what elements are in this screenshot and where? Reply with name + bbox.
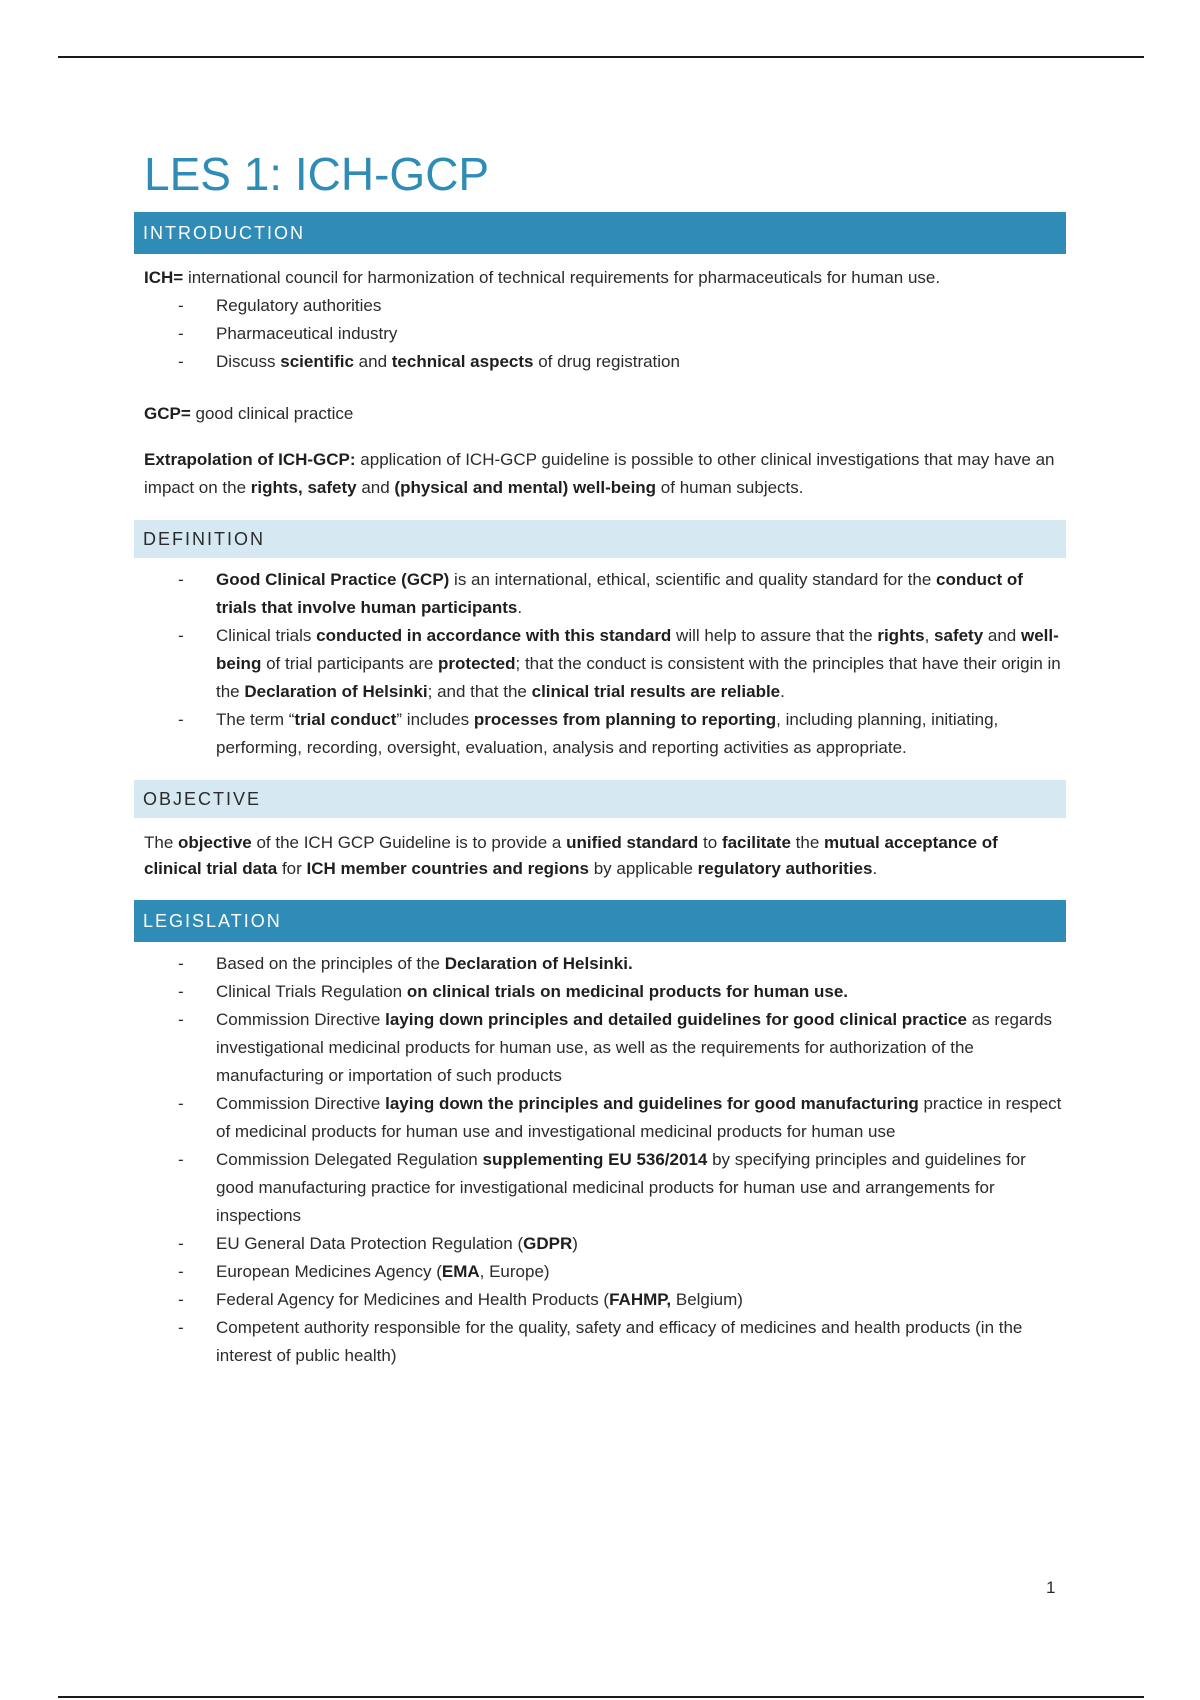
para-bold: mutual acceptance of clinical trial data [144,833,998,878]
item-text: Belgium) [671,1290,743,1309]
para-text: to [698,833,722,852]
item-text: Clinical trials [216,626,317,645]
item-text: is an international, ethical, scientific and quality standard for the [449,570,936,589]
item-text: Based on the principles of the [216,954,445,973]
item-text: , including planning, initiating, performing, recording, oversight, evaluation, analysis and reporting activities as appropriate. [216,710,999,757]
para-text: of human subjects. [656,478,804,497]
item-text: and [983,626,1021,645]
para-bold: rights, safety [250,478,357,497]
list-item [178,1314,1066,1370]
list-item [178,566,1066,622]
header-rule [58,56,1144,58]
item-bold: GDPR [523,1234,573,1253]
section-heading-objective: OBJECTIVE [134,780,1066,818]
para-bold: unified standard [566,833,699,852]
item-text: by specifying principles and guidelines for good manufacturing practice for investigational medicinal products for human use and arrangements for inspections [216,1150,1026,1225]
item-text: Commission Delegated Regulation [216,1150,483,1169]
section-heading-introduction: INTRODUCTION [134,212,1066,254]
document-page [134,140,1066,1370]
list-item [178,1146,1066,1230]
item-bold: Declaration of Helsinki [244,682,428,701]
para-text: . [872,859,878,878]
list-item [178,950,1066,978]
extrapolation-paragraph [144,446,1056,502]
ich-text: international council for harmonization of technical requirements for pharmaceuticals for human use. [183,268,941,287]
item-bold: trial conduct [294,710,397,729]
section-heading-definition: DEFINITION [134,520,1066,558]
item-text: Commission Directive [216,1010,386,1029]
item-text: practice in respect of medicinal products for human use and investigational medicinal products for human use [216,1094,1062,1141]
item-text: Competent authority responsible for the quality, safety and efficacy of medicines and health products (in the interest of public health) [216,1318,1023,1365]
item-text: ) [572,1234,578,1253]
item-bold: safety [934,626,984,645]
item-bold: rights [877,626,925,645]
list-item [178,1006,1066,1090]
item-text: as regards investigational medicinal products for human use, as well as the requirements for authorization of the manufacturing or importation of such products [216,1010,1053,1085]
list-item [178,622,1066,706]
item-text: Regulatory authorities [216,296,382,315]
para-text: for [277,859,307,878]
list-item [178,1258,1066,1286]
gcp-label: GCP= [144,404,191,423]
objective-paragraph [144,830,1056,882]
item-text: of trial participants are [261,654,439,673]
list-item [178,320,1066,348]
item-bold: technical aspects [391,352,534,371]
list-item [178,1090,1066,1146]
list-item [178,348,1066,376]
item-bold: well-being [216,626,1059,673]
item-bold: supplementing EU 536/2014 [482,1150,708,1169]
item-text: , Europe) [479,1262,550,1281]
item-bold: protected [438,654,516,673]
item-bold: processes from planning to reporting [473,710,777,729]
item-text: Federal Agency for Medicines and Health Products ( [216,1290,610,1309]
item-text: The term “ [216,710,295,729]
list-item [178,1286,1066,1314]
item-bold: clinical trial results are reliable [531,682,781,701]
list-item [178,706,1066,762]
para-bold: ICH member countries and regions [306,859,589,878]
page-title: LES 1: ICH-GCP [144,148,490,200]
item-text: European Medicines Agency ( [216,1262,442,1281]
para-text: by applicable [588,859,698,878]
item-text: of drug registration [533,352,680,371]
para-bold: regulatory authorities [697,859,873,878]
definition-list [134,566,1066,762]
item-bold: laying down the principles and guidelines for good manufacturing [385,1094,919,1113]
gcp-definition [144,400,1056,428]
item-text: Discuss [216,352,281,371]
intro-list [134,292,1066,376]
item-text: . [517,598,523,617]
section-heading-legislation: LEGISLATION [134,900,1066,942]
footer-rule [58,1696,1144,1698]
list-item [178,292,1066,320]
para-text: and [356,478,395,497]
para-bold: objective [178,833,252,852]
item-text: , [924,626,935,645]
item-bold: conducted in accordance with this standard [316,626,672,645]
item-bold: FAHMP, [609,1290,672,1309]
item-bold: on clinical trials on medicinal products for human use. [406,982,849,1001]
para-bold: facilitate [721,833,791,852]
item-bold: Declaration of Helsinki. [444,954,633,973]
list-item [178,1230,1066,1258]
para-text: the [790,833,825,852]
para-text: of the ICH GCP Guideline is to provide a [251,833,567,852]
item-bold: scientific [280,352,354,371]
item-text: ; and that the [427,682,532,701]
item-text: Pharmaceutical industry [216,324,398,343]
item-text: ” includes [396,710,474,729]
item-text: will help to assure that the [671,626,878,645]
extrapolation-label: Extrapolation of ICH-GCP: [144,450,356,469]
para-bold: (physical and mental) well-being [394,478,657,497]
ich-label: ICH= [144,268,184,287]
page-number: 1 [1046,1578,1056,1597]
item-bold: Good Clinical Practice (GCP) [216,570,450,589]
list-item [178,978,1066,1006]
item-text: Clinical Trials Regulation [216,982,407,1001]
para-text: application of ICH-GCP guideline is possible to other clinical investigations that may have an impact on the [144,450,1055,497]
item-text: Commission Directive [216,1094,386,1113]
item-bold: conduct of trials that involve human participants [216,570,1023,617]
gcp-text: good clinical practice [190,404,354,423]
item-bold: laying down principles and detailed guidelines for good clinical practice [385,1010,967,1029]
item-text: and [353,352,392,371]
para-text: The [144,833,179,852]
legislation-list [134,950,1066,1370]
item-text: EU General Data Protection Regulation ( [216,1234,524,1253]
item-text: . [780,682,785,701]
item-bold: EMA [441,1262,480,1281]
ich-definition [144,264,1056,292]
item-text: ; that the conduct is consistent with the principles that have their origin in the [216,654,1061,701]
